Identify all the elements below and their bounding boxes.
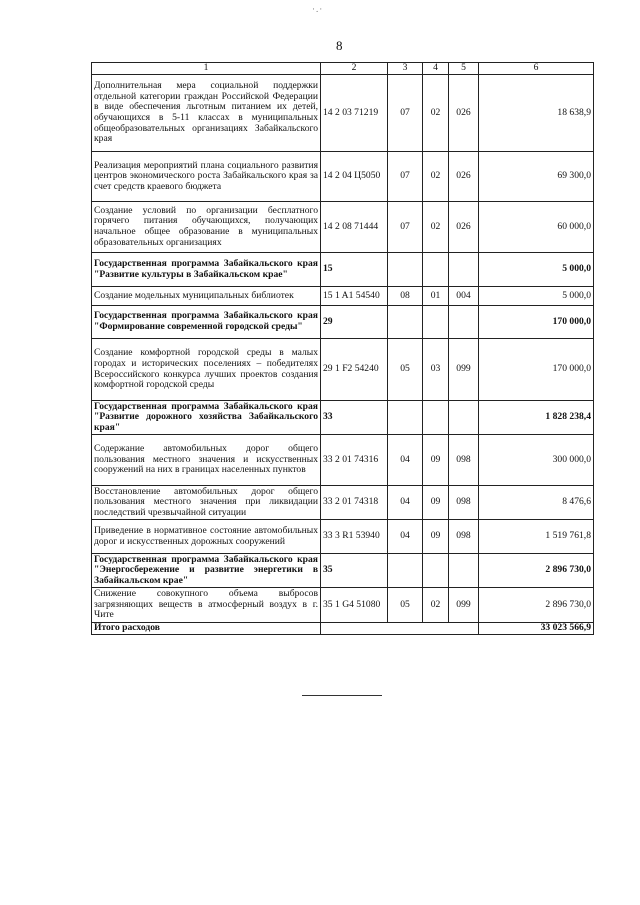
row-name-cell: Государственная программа Забайкальского края "Энергосбережение и развитие энергетики в Забайкальском крае"	[92, 554, 321, 588]
row-amount-cell: 1 828 238,4	[479, 401, 594, 435]
row-amount-cell: 170 000,0	[479, 306, 594, 339]
header-col-3: 3	[388, 63, 423, 75]
program-row	[92, 253, 594, 287]
row-col3-cell	[388, 401, 423, 435]
row-col4-cell	[423, 306, 449, 339]
row-name-cell: Государственная программа Забайкальского края "Развитие культуры в Забайкальском крае"	[92, 253, 321, 287]
expenses-table-container	[91, 62, 593, 635]
table-row	[92, 435, 594, 486]
row-col3-cell: 05	[388, 588, 423, 623]
row-code-cell: 14 2 04 Ц5050	[321, 152, 388, 202]
row-col4-cell	[423, 554, 449, 588]
program-row	[92, 554, 594, 588]
row-amount-cell: 5 000,0	[479, 287, 594, 306]
row-col3-cell: 07	[388, 75, 423, 152]
header-col-2: 2	[321, 63, 388, 75]
row-code-cell: 29	[321, 306, 388, 339]
row-col4-cell	[423, 401, 449, 435]
row-code-cell: 14 2 03 71219	[321, 75, 388, 152]
total-label: Итого расходов	[92, 623, 321, 635]
row-col5-cell: 098	[449, 435, 479, 486]
row-col3-cell: 04	[388, 435, 423, 486]
row-amount-cell: 2 896 730,0	[479, 554, 594, 588]
row-name-cell: Реализация мероприятий плана социального развития центров экономического роста Забайкальского края за счет средств краевого бюджета	[92, 152, 321, 202]
row-code-cell: 29 1 F2 54240	[321, 339, 388, 401]
program-row	[92, 401, 594, 435]
header-col-6: 6	[479, 63, 594, 75]
table-body	[92, 75, 594, 635]
row-col5-cell: 099	[449, 339, 479, 401]
table-row	[92, 339, 594, 401]
footer-divider-line	[302, 695, 382, 696]
row-col4-cell: 02	[423, 152, 449, 202]
table-row	[92, 75, 594, 152]
row-amount-cell: 5 000,0	[479, 253, 594, 287]
row-col5-cell: 098	[449, 486, 479, 520]
row-amount-cell: 300 000,0	[479, 435, 594, 486]
header-col-4: 4	[423, 63, 449, 75]
table-header-row	[92, 63, 594, 75]
scan-mark: ·.·	[312, 4, 324, 14]
row-code-cell: 33 3 R1 53940	[321, 520, 388, 554]
row-col3-cell	[388, 554, 423, 588]
total-row	[92, 623, 594, 635]
row-amount-cell: 1 519 761,8	[479, 520, 594, 554]
row-amount-cell: 2 896 730,0	[479, 588, 594, 623]
row-col4-cell: 09	[423, 486, 449, 520]
row-name-cell: Государственная программа Забайкальского края "Развитие дорожного хозяйства Забайкальского края"	[92, 401, 321, 435]
row-code-cell: 15	[321, 253, 388, 287]
row-name-cell: Восстановление автомобильных дорог общего пользования местного значения при ликвидации последствий чрезвычайной ситуации	[92, 486, 321, 520]
row-code-cell: 35	[321, 554, 388, 588]
row-col5-cell: 004	[449, 287, 479, 306]
row-col5-cell	[449, 253, 479, 287]
total-empty-cell	[321, 623, 479, 635]
row-col5-cell: 026	[449, 202, 479, 253]
row-name-cell: Дополнительная мера социальной поддержки отдельной категории граждан Российской Федерации в виде обеспечения льготным питанием их детей, обучающихся в 5-11 классах в муниципальных общеобразовательных организациях Забайкальского края	[92, 75, 321, 152]
row-col4-cell: 09	[423, 520, 449, 554]
program-row	[92, 306, 594, 339]
row-col3-cell: 04	[388, 520, 423, 554]
row-amount-cell: 8 476,6	[479, 486, 594, 520]
row-col4-cell: 02	[423, 588, 449, 623]
header-col-5: 5	[449, 63, 479, 75]
row-col4-cell: 03	[423, 339, 449, 401]
row-col5-cell: 098	[449, 520, 479, 554]
row-amount-cell: 170 000,0	[479, 339, 594, 401]
row-amount-cell: 18 638,9	[479, 75, 594, 152]
row-code-cell: 35 1 G4 51080	[321, 588, 388, 623]
row-col5-cell: 026	[449, 152, 479, 202]
row-col4-cell	[423, 253, 449, 287]
row-col3-cell: 05	[388, 339, 423, 401]
row-col4-cell: 02	[423, 75, 449, 152]
table-row	[92, 152, 594, 202]
row-name-cell: Создание модельных муниципальных библиотек	[92, 287, 321, 306]
row-col3-cell	[388, 253, 423, 287]
row-name-cell: Приведение в нормативное состояние автомобильных дорог и искусственных дорожных сооружений	[92, 520, 321, 554]
total-amount: 33 023 566,9	[479, 623, 594, 635]
row-amount-cell: 69 300,0	[479, 152, 594, 202]
row-name-cell: Содержание автомобильных дорог общего пользования местного значения и искусственных сооружений на них в границах населенных пунктов	[92, 435, 321, 486]
row-col3-cell: 07	[388, 152, 423, 202]
row-col5-cell	[449, 554, 479, 588]
row-col5-cell: 099	[449, 588, 479, 623]
row-col5-cell	[449, 306, 479, 339]
page-number: 8	[336, 38, 343, 53]
row-col3-cell	[388, 306, 423, 339]
row-name-cell: Государственная программа Забайкальского края "Формирование современной городской среды"	[92, 306, 321, 339]
row-code-cell: 15 1 A1 54540	[321, 287, 388, 306]
row-col4-cell: 09	[423, 435, 449, 486]
table-row	[92, 287, 594, 306]
expenses-table	[91, 62, 594, 635]
row-amount-cell: 60 000,0	[479, 202, 594, 253]
row-code-cell: 33	[321, 401, 388, 435]
row-name-cell: Создание комфортной городской среды в малых городах и исторических поселениях – победителях Всероссийского конкурса лучших проектов создания комфортной городской среды	[92, 339, 321, 401]
row-name-cell: Создание условий по организации бесплатного горячего питания обучающихся, получающих начальное общее образование в муниципальных образовательных организациях	[92, 202, 321, 253]
table-row	[92, 588, 594, 623]
row-col4-cell: 02	[423, 202, 449, 253]
row-col3-cell: 08	[388, 287, 423, 306]
table-row	[92, 520, 594, 554]
row-name-cell: Снижение совокупного объема выбросов загрязняющих веществ в атмосферный воздух в г. Чите	[92, 588, 321, 623]
row-code-cell: 33 2 01 74316	[321, 435, 388, 486]
row-col4-cell: 01	[423, 287, 449, 306]
table-row	[92, 202, 594, 253]
row-col5-cell	[449, 401, 479, 435]
row-code-cell: 33 2 01 74318	[321, 486, 388, 520]
row-col5-cell: 026	[449, 75, 479, 152]
row-col3-cell: 07	[388, 202, 423, 253]
header-col-1: 1	[92, 63, 321, 75]
table-row	[92, 486, 594, 520]
row-code-cell: 14 2 08 71444	[321, 202, 388, 253]
row-col3-cell: 04	[388, 486, 423, 520]
